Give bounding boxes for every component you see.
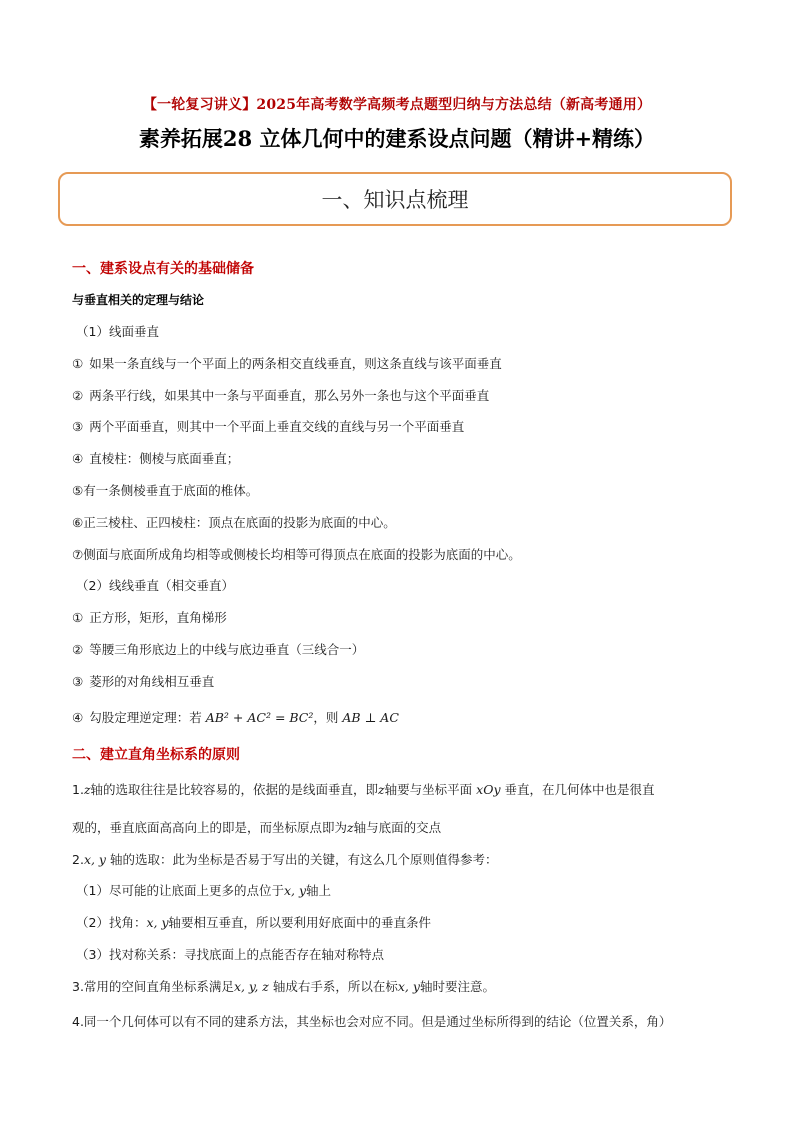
text: 轴时要注意。 (419, 979, 495, 994)
list-item (72, 354, 502, 372)
page-title: 素养拓展28 立体几何中的建系设点问题（精讲+精练） (138, 126, 656, 151)
item-marker: ⑦ (72, 547, 84, 562)
paragraph-line (76, 913, 431, 931)
item-marker: ④ (72, 710, 84, 725)
list-item (72, 481, 258, 499)
part1-subheading: 与垂直相关的定理与结论 (72, 293, 205, 307)
item-marker: ② (72, 642, 84, 657)
math-var: x, y (397, 979, 420, 994)
list-item (72, 417, 464, 435)
item-marker: ③ (72, 419, 84, 434)
math-var: xOy (476, 782, 501, 797)
text: 3.常用的空间直角坐标系满足 (72, 979, 234, 994)
paragraph-line (72, 818, 441, 836)
text: 1. (72, 782, 84, 797)
math-var: x, y (283, 883, 307, 898)
list-item (72, 608, 227, 626)
item-marker: ① (72, 356, 84, 371)
item-marker: ③ (72, 674, 84, 689)
text: 轴要相互垂直，所以要利用好底面中的垂直条件 (168, 915, 432, 930)
math-var: x, y, z (233, 979, 269, 994)
math-var: x, y (146, 915, 169, 930)
paragraph-line: （3）找对称关系：寻找底面上的点能否存在轴对称特点 (76, 947, 384, 962)
item-text: 有一条侧棱垂直于底面的椎体。 (83, 483, 259, 498)
paragraph-line: 4.同一个几何体可以有不同的建系方法，其坐标也会对应不同。但是通过坐标所得到的结论（位置关系，角） (72, 1014, 672, 1029)
math-var: z (378, 782, 385, 797)
pythagoras-formula: AB² + AC² = BC² (205, 710, 314, 725)
text: （1）尽可能的让底面上更多的点位于 (76, 883, 284, 898)
part1-heading: 一、建系设点有关的基础储备 (72, 261, 254, 277)
section-banner (58, 172, 732, 226)
text: 观的，垂直底面高高向上的即是，而坐标原点即为 (72, 820, 348, 835)
paragraph-line (72, 977, 495, 995)
item-text: 侧面与底面所成角均相等或侧棱长均相等可得顶点在底面的投影为底面的中心。 (83, 547, 521, 562)
text: 2. (72, 852, 84, 867)
series-header: 【一轮复习讲义】2025年高考数学高频考点题型归纳与方法总结（新高考通用） (142, 97, 652, 113)
list-item (72, 386, 489, 404)
list-item (72, 672, 214, 690)
list-item (72, 449, 239, 467)
list-item (72, 708, 399, 726)
item-text: ，则 (313, 710, 339, 725)
perpendicular-result: AB ⊥ AC (342, 710, 399, 725)
group1-label: （1）线面垂直 (76, 324, 159, 339)
list-item (72, 513, 396, 531)
paragraph-line (72, 780, 655, 798)
text: 轴成右手系，所以在标 (272, 979, 398, 994)
item-text: 两个平面垂直，则其中一个平面上垂直交线的直线与另一个平面垂直 (89, 419, 465, 434)
text: 轴上 (306, 883, 332, 898)
item-text: 正方形，矩形，直角梯形 (89, 610, 227, 625)
math-var: z (347, 820, 354, 835)
list-item (72, 640, 364, 658)
text: （2）找角： (76, 915, 147, 930)
item-text: 正三棱柱、正四棱柱：顶点在底面的投影为底面的中心。 (83, 515, 396, 530)
group2-label: （2）线线垂直（相交垂直） (76, 578, 234, 593)
item-text: 等腰三角形底边上的中线与底边垂直（三线合一） (89, 642, 365, 657)
item-marker: ① (72, 610, 84, 625)
text: 轴要与坐标平面 (384, 782, 473, 797)
text: 垂直，在几何体中也是很直 (504, 782, 655, 797)
item-text: 菱形的对角线相互垂直 (89, 674, 215, 689)
section-banner-label: 一、知识点梳理 (321, 188, 469, 212)
item-text: 勾股定理逆定理：若 (89, 710, 202, 725)
item-marker: ⑤ (72, 483, 84, 498)
part2-heading: 二、建立直角坐标系的原则 (72, 747, 240, 763)
item-marker: ④ (72, 451, 84, 466)
item-text: 如果一条直线与一个平面上的两条相交直线垂直，则这条直线与该平面垂直 (89, 356, 502, 371)
item-text: 直棱柱：侧棱与底面垂直； (89, 451, 240, 466)
item-marker: ② (72, 388, 84, 403)
paragraph-line (72, 850, 497, 868)
paragraph-line (76, 881, 331, 899)
list-item (72, 545, 521, 563)
item-text: 两条平行线，如果其中一条与平面垂直，那么另外一条也与这个平面垂直 (89, 388, 490, 403)
math-var: x, y (83, 852, 106, 867)
text: 轴的选取往往是比较容易的，依据的是线面垂直，即 (90, 782, 379, 797)
math-var: z (83, 782, 91, 797)
text: 轴的选取：此为坐标是否易于写出的关键，有这么几个原则值得参考： (106, 852, 498, 867)
text: 轴与底面的交点 (353, 820, 442, 835)
item-marker: ⑥ (72, 515, 84, 530)
